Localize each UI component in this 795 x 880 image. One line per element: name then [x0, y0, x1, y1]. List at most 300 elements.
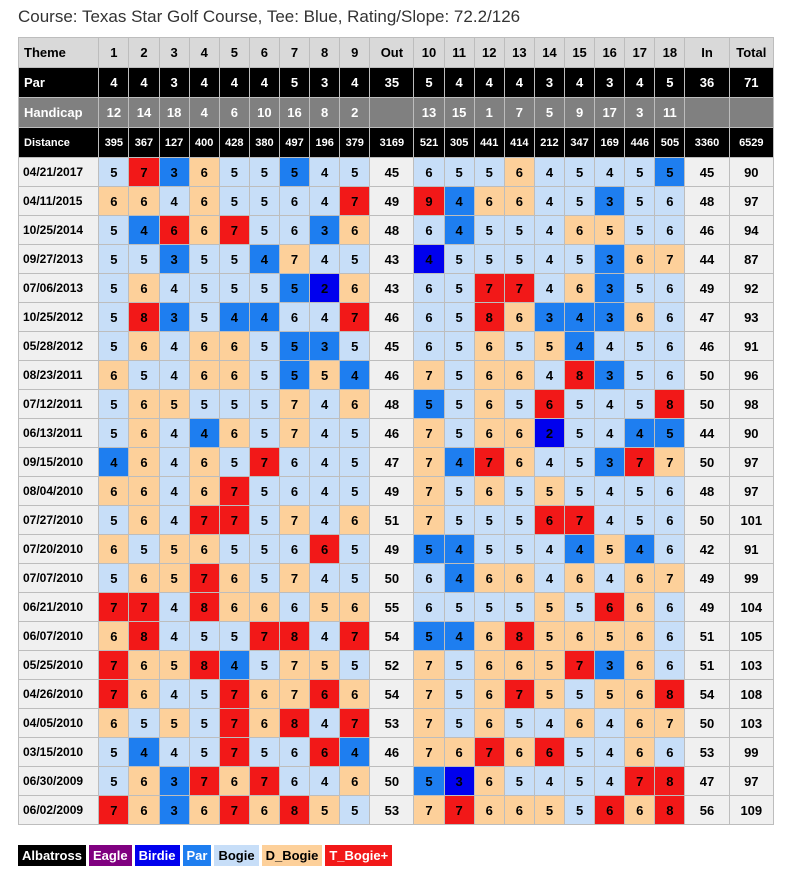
round-total: 87 — [729, 245, 773, 274]
par-row-cell: 5 — [655, 68, 685, 98]
hole-score: 5 — [219, 622, 249, 651]
hole-score: 5 — [99, 506, 129, 535]
column-header-11: 11 — [444, 38, 474, 68]
hole-score: 7 — [655, 245, 685, 274]
par-row-cell: 3 — [310, 68, 340, 98]
hole-score: 6 — [655, 477, 685, 506]
hole-score: 6 — [219, 419, 249, 448]
hole-score: 6 — [249, 796, 279, 825]
hole-score: 6 — [625, 245, 655, 274]
hole-score: 4 — [159, 477, 189, 506]
hole-score: 8 — [189, 593, 219, 622]
hole-score: 6 — [625, 651, 655, 680]
hole-score: 5 — [279, 361, 309, 390]
hole-score: 6 — [249, 709, 279, 738]
round-row — [19, 419, 774, 448]
hole-score: 7 — [444, 796, 474, 825]
handicap-row-cell: 7 — [504, 98, 534, 128]
hole-score: 5 — [534, 593, 564, 622]
hole-score: 6 — [565, 274, 595, 303]
par-row-cell: 4 — [129, 68, 159, 98]
hole-score: 4 — [595, 390, 625, 419]
hole-score: 6 — [504, 796, 534, 825]
hole-score: 5 — [444, 419, 474, 448]
hole-score: 6 — [189, 158, 219, 187]
hole-score: 5 — [504, 709, 534, 738]
out-total: 51 — [370, 506, 414, 535]
hole-score: 6 — [474, 796, 504, 825]
column-header-10: 10 — [414, 38, 444, 68]
column-header-14: 14 — [534, 38, 564, 68]
hole-score: 3 — [595, 361, 625, 390]
hole-score: 7 — [219, 216, 249, 245]
hole-score: 4 — [565, 535, 595, 564]
hole-score: 5 — [444, 390, 474, 419]
handicap-row-cell — [370, 98, 414, 128]
round-total: 90 — [729, 158, 773, 187]
hole-score: 4 — [129, 738, 159, 767]
round-row — [19, 216, 774, 245]
hole-score: 4 — [595, 506, 625, 535]
hole-score: 6 — [474, 680, 504, 709]
round-row — [19, 245, 774, 274]
hole-score: 6 — [159, 216, 189, 245]
hole-score: 4 — [159, 506, 189, 535]
hole-score: 8 — [279, 796, 309, 825]
out-total: 46 — [370, 303, 414, 332]
hole-score: 8 — [655, 680, 685, 709]
out-total: 45 — [370, 158, 414, 187]
distance-row-cell: 395 — [99, 128, 129, 158]
column-header-7: 7 — [279, 38, 309, 68]
hole-score: 4 — [159, 448, 189, 477]
hole-score: 5 — [99, 274, 129, 303]
hole-score: 2 — [310, 274, 340, 303]
hole-score: 5 — [565, 477, 595, 506]
hole-score: 4 — [534, 535, 564, 564]
hole-score: 6 — [279, 593, 309, 622]
hole-score: 6 — [565, 709, 595, 738]
hole-score: 5 — [249, 477, 279, 506]
hole-score: 5 — [340, 158, 370, 187]
column-header-13: 13 — [504, 38, 534, 68]
hole-score: 4 — [534, 245, 564, 274]
handicap-row-cell: 3 — [625, 98, 655, 128]
hole-score: 7 — [565, 506, 595, 535]
hole-score: 5 — [249, 274, 279, 303]
hole-score: 6 — [99, 535, 129, 564]
hole-score: 5 — [444, 709, 474, 738]
hole-score: 6 — [474, 564, 504, 593]
hole-score: 6 — [504, 361, 534, 390]
hole-score: 8 — [655, 796, 685, 825]
hole-score: 5 — [340, 477, 370, 506]
handicap-row-cell — [729, 98, 773, 128]
out-total: 49 — [370, 535, 414, 564]
hole-score: 5 — [189, 738, 219, 767]
par-row-cell: 5 — [279, 68, 309, 98]
round-row — [19, 448, 774, 477]
hole-score: 7 — [129, 593, 159, 622]
hole-score: 5 — [189, 245, 219, 274]
hole-score: 5 — [279, 158, 309, 187]
out-total: 50 — [370, 767, 414, 796]
hole-score: 6 — [504, 419, 534, 448]
hole-score: 4 — [444, 564, 474, 593]
hole-score: 7 — [129, 158, 159, 187]
hole-score: 6 — [340, 593, 370, 622]
hole-score: 5 — [249, 332, 279, 361]
column-header-12: 12 — [474, 38, 504, 68]
hole-score: 7 — [249, 448, 279, 477]
hole-score: 5 — [159, 651, 189, 680]
par-row-cell: 4 — [474, 68, 504, 98]
hole-score: 7 — [414, 448, 444, 477]
hole-score: 3 — [159, 245, 189, 274]
par-row-cell: 71 — [729, 68, 773, 98]
hole-score: 6 — [99, 709, 129, 738]
hole-score: 7 — [414, 361, 444, 390]
hole-score: 6 — [340, 506, 370, 535]
round-row — [19, 564, 774, 593]
round-date: 06/07/2010 — [19, 622, 99, 651]
hole-score: 5 — [414, 767, 444, 796]
hole-score: 7 — [414, 796, 444, 825]
hole-score: 5 — [129, 361, 159, 390]
hole-score: 5 — [534, 332, 564, 361]
hole-score: 5 — [189, 390, 219, 419]
par-row-cell: 3 — [534, 68, 564, 98]
round-date: 07/06/2013 — [19, 274, 99, 303]
hole-score: 5 — [219, 158, 249, 187]
hole-score: 6 — [219, 564, 249, 593]
hole-score: 6 — [310, 738, 340, 767]
column-header-out: Out — [370, 38, 414, 68]
hole-score: 5 — [565, 187, 595, 216]
hole-score: 5 — [340, 245, 370, 274]
handicap-row-cell: 13 — [414, 98, 444, 128]
hole-score: 4 — [310, 477, 340, 506]
round-total: 97 — [729, 448, 773, 477]
hole-score: 5 — [129, 245, 159, 274]
hole-score: 5 — [279, 332, 309, 361]
hole-score: 5 — [279, 274, 309, 303]
hole-score: 5 — [565, 448, 595, 477]
in-total: 50 — [685, 361, 729, 390]
hole-score: 5 — [340, 651, 370, 680]
column-header-1: 1 — [99, 38, 129, 68]
hole-score: 6 — [279, 767, 309, 796]
hole-score: 4 — [534, 187, 564, 216]
hole-score: 5 — [99, 767, 129, 796]
hole-score: 5 — [625, 216, 655, 245]
par-row-cell: 4 — [565, 68, 595, 98]
hole-score: 8 — [279, 709, 309, 738]
hole-score: 6 — [625, 593, 655, 622]
hole-score: 7 — [340, 303, 370, 332]
hole-score: 7 — [219, 680, 249, 709]
hole-score: 6 — [504, 651, 534, 680]
hole-score: 6 — [565, 216, 595, 245]
hole-score: 6 — [99, 477, 129, 506]
hole-score: 6 — [655, 361, 685, 390]
round-date: 08/04/2010 — [19, 477, 99, 506]
hole-score: 6 — [474, 651, 504, 680]
round-date: 06/21/2010 — [19, 593, 99, 622]
in-total: 48 — [685, 477, 729, 506]
hole-score: 5 — [565, 419, 595, 448]
round-date: 05/28/2012 — [19, 332, 99, 361]
out-total: 55 — [370, 593, 414, 622]
hole-score: 4 — [219, 651, 249, 680]
hole-score: 5 — [655, 158, 685, 187]
handicap-row-cell: 8 — [310, 98, 340, 128]
hole-score: 6 — [414, 274, 444, 303]
hole-score: 5 — [99, 303, 129, 332]
hole-score: 9 — [414, 187, 444, 216]
hole-score: 4 — [534, 564, 564, 593]
hole-score: 5 — [189, 622, 219, 651]
hole-score: 4 — [444, 216, 474, 245]
hole-score: 5 — [625, 332, 655, 361]
out-total: 50 — [370, 564, 414, 593]
hole-score: 6 — [655, 738, 685, 767]
handicap-row-cell: 6 — [219, 98, 249, 128]
distance-row-cell: 446 — [625, 128, 655, 158]
theme-header: Theme — [19, 38, 99, 68]
hole-score: 5 — [310, 593, 340, 622]
hole-score: 6 — [219, 361, 249, 390]
hole-score: 5 — [565, 767, 595, 796]
hole-score: 6 — [340, 274, 370, 303]
hole-score: 5 — [474, 506, 504, 535]
column-header-16: 16 — [595, 38, 625, 68]
hole-score: 5 — [189, 709, 219, 738]
handicap-row-cell: 12 — [99, 98, 129, 128]
hole-score: 8 — [504, 622, 534, 651]
hole-score: 5 — [99, 390, 129, 419]
in-total: 45 — [685, 158, 729, 187]
hole-score: 7 — [625, 448, 655, 477]
hole-score: 5 — [129, 535, 159, 564]
hole-score: 6 — [129, 651, 159, 680]
round-total: 105 — [729, 622, 773, 651]
hole-score: 4 — [595, 767, 625, 796]
hole-score: 4 — [534, 448, 564, 477]
column-header-2: 2 — [129, 38, 159, 68]
round-row — [19, 332, 774, 361]
hole-score: 6 — [189, 187, 219, 216]
hole-score: 6 — [625, 738, 655, 767]
column-header-5: 5 — [219, 38, 249, 68]
hole-score: 5 — [99, 738, 129, 767]
hole-score: 7 — [99, 593, 129, 622]
hole-score: 6 — [655, 651, 685, 680]
hole-score: 7 — [249, 622, 279, 651]
hole-score: 4 — [310, 245, 340, 274]
hole-score: 4 — [159, 738, 189, 767]
hole-score: 2 — [534, 419, 564, 448]
hole-score: 7 — [625, 767, 655, 796]
in-total: 51 — [685, 622, 729, 651]
round-total: 103 — [729, 651, 773, 680]
round-date: 07/07/2010 — [19, 564, 99, 593]
hole-score: 5 — [474, 216, 504, 245]
legend-t-bogie: T_Bogie+ — [325, 845, 392, 866]
hole-score: 6 — [189, 535, 219, 564]
hole-score: 5 — [444, 332, 474, 361]
par-row-cell: 4 — [219, 68, 249, 98]
round-total: 103 — [729, 709, 773, 738]
hole-score: 5 — [99, 245, 129, 274]
hole-score: 5 — [99, 332, 129, 361]
hole-score: 5 — [249, 158, 279, 187]
hole-score: 7 — [655, 448, 685, 477]
round-total: 97 — [729, 477, 773, 506]
round-row — [19, 274, 774, 303]
hole-score: 4 — [565, 303, 595, 332]
round-date: 06/02/2009 — [19, 796, 99, 825]
handicap-row-cell: 18 — [159, 98, 189, 128]
par-row-cell: 4 — [504, 68, 534, 98]
hole-score: 7 — [414, 709, 444, 738]
hole-score: 6 — [625, 796, 655, 825]
hole-score: 5 — [444, 680, 474, 709]
par-row-cell: 4 — [189, 68, 219, 98]
scorecard-table — [18, 37, 774, 825]
hole-score: 6 — [249, 593, 279, 622]
handicap-row-cell: 5 — [534, 98, 564, 128]
hole-score: 7 — [189, 767, 219, 796]
round-total: 96 — [729, 361, 773, 390]
hole-score: 8 — [474, 303, 504, 332]
distance-row-cell: 400 — [189, 128, 219, 158]
distance-row-cell: 367 — [129, 128, 159, 158]
hole-score: 6 — [504, 448, 534, 477]
in-total: 44 — [685, 245, 729, 274]
hole-score: 5 — [444, 158, 474, 187]
hole-score: 5 — [249, 651, 279, 680]
hole-score: 3 — [159, 796, 189, 825]
hole-score: 4 — [99, 448, 129, 477]
hole-score: 6 — [655, 303, 685, 332]
hole-score: 6 — [279, 738, 309, 767]
hole-score: 7 — [279, 419, 309, 448]
hole-score: 5 — [565, 390, 595, 419]
hole-score: 8 — [129, 622, 159, 651]
column-header-17: 17 — [625, 38, 655, 68]
out-total: 46 — [370, 738, 414, 767]
hole-score: 3 — [595, 187, 625, 216]
legend-bogie: Bogie — [214, 845, 258, 866]
hole-score: 5 — [340, 564, 370, 593]
handicap-row-cell: 14 — [129, 98, 159, 128]
hole-score: 6 — [219, 593, 249, 622]
round-date: 09/27/2013 — [19, 245, 99, 274]
hole-score: 4 — [625, 419, 655, 448]
hole-score: 5 — [219, 448, 249, 477]
hole-score: 5 — [565, 158, 595, 187]
out-total: 48 — [370, 390, 414, 419]
round-date: 09/15/2010 — [19, 448, 99, 477]
round-total: 99 — [729, 738, 773, 767]
hole-score: 6 — [99, 361, 129, 390]
hole-score: 4 — [534, 158, 564, 187]
hole-score: 7 — [99, 680, 129, 709]
hole-score: 5 — [444, 303, 474, 332]
hole-score: 6 — [565, 564, 595, 593]
hole-score: 5 — [444, 361, 474, 390]
hole-score: 6 — [189, 361, 219, 390]
handicap-row-cell: 16 — [279, 98, 309, 128]
distance-row-cell: 6529 — [729, 128, 773, 158]
hole-score: 5 — [474, 593, 504, 622]
hole-score: 5 — [504, 506, 534, 535]
hole-score: 5 — [414, 622, 444, 651]
hole-score: 5 — [159, 390, 189, 419]
hole-score: 7 — [414, 680, 444, 709]
out-total: 43 — [370, 274, 414, 303]
out-total: 53 — [370, 796, 414, 825]
hole-score: 6 — [310, 535, 340, 564]
hole-score: 6 — [444, 738, 474, 767]
hole-score: 7 — [655, 709, 685, 738]
hole-score: 4 — [534, 274, 564, 303]
hole-score: 7 — [219, 506, 249, 535]
out-total: 52 — [370, 651, 414, 680]
hole-score: 4 — [444, 535, 474, 564]
round-total: 90 — [729, 419, 773, 448]
hole-score: 6 — [340, 216, 370, 245]
hole-score: 5 — [159, 709, 189, 738]
in-total: 56 — [685, 796, 729, 825]
hole-score: 6 — [340, 767, 370, 796]
hole-score: 6 — [474, 187, 504, 216]
hole-score: 3 — [159, 158, 189, 187]
hole-score: 5 — [504, 216, 534, 245]
hole-score: 5 — [414, 390, 444, 419]
hole-score: 4 — [189, 419, 219, 448]
column-header-6: 6 — [249, 38, 279, 68]
hole-score: 4 — [310, 390, 340, 419]
distance-row-cell: 305 — [444, 128, 474, 158]
hole-score: 5 — [625, 506, 655, 535]
in-total: 50 — [685, 448, 729, 477]
hole-score: 4 — [340, 361, 370, 390]
in-total: 42 — [685, 535, 729, 564]
hole-score: 5 — [474, 245, 504, 274]
hole-score: 7 — [219, 796, 249, 825]
hole-score: 4 — [595, 709, 625, 738]
hole-score: 6 — [655, 593, 685, 622]
hole-score: 5 — [340, 796, 370, 825]
hole-score: 6 — [474, 390, 504, 419]
hole-score: 3 — [595, 274, 625, 303]
round-row — [19, 158, 774, 187]
hole-score: 7 — [279, 245, 309, 274]
hole-score: 6 — [534, 506, 564, 535]
hole-score: 6 — [414, 332, 444, 361]
hole-score: 5 — [249, 187, 279, 216]
hole-score: 5 — [565, 680, 595, 709]
distance-row-cell: 347 — [565, 128, 595, 158]
round-row — [19, 709, 774, 738]
hole-score: 6 — [414, 303, 444, 332]
hole-score: 6 — [129, 274, 159, 303]
hole-score: 5 — [249, 361, 279, 390]
hole-score: 5 — [444, 506, 474, 535]
round-row — [19, 303, 774, 332]
